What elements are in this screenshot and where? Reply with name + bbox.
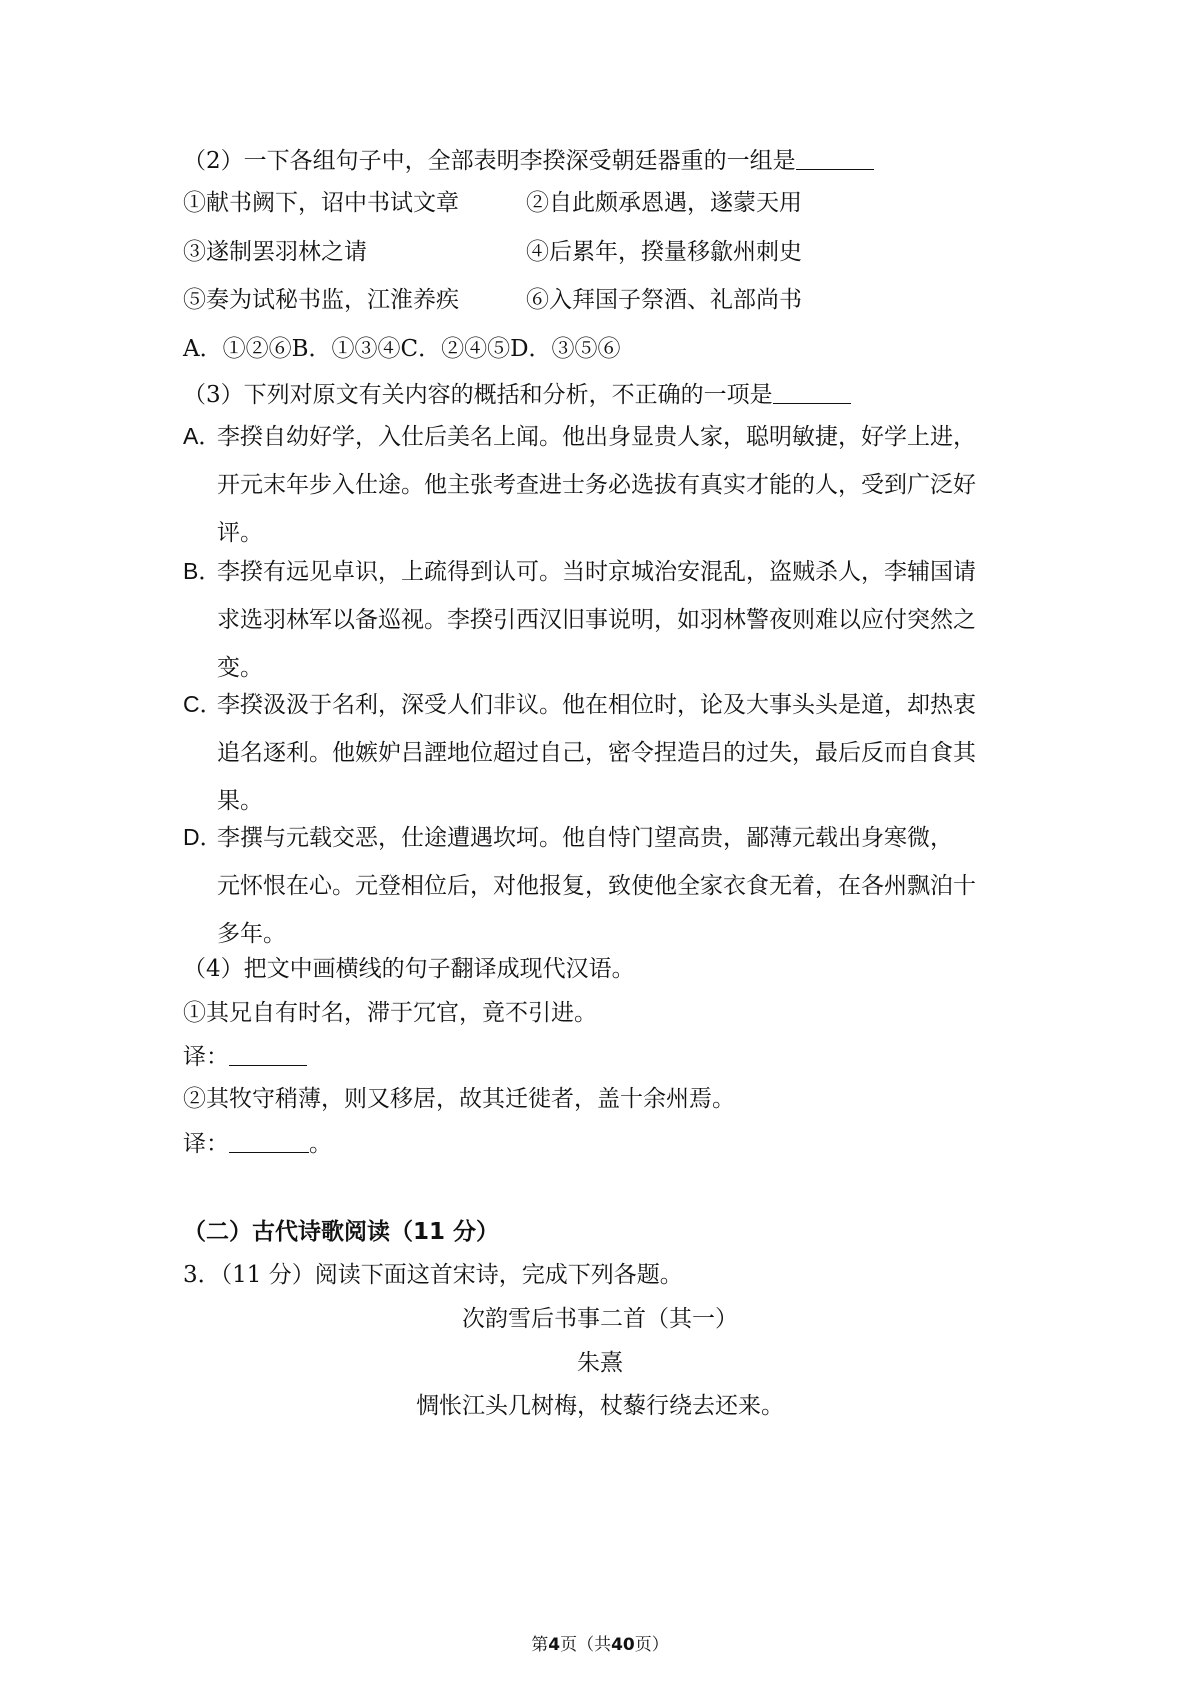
- question-2-prompt: [183, 145, 874, 176]
- question-2-item: ②自此颇承恩遇，遂蒙天用: [526, 190, 802, 216]
- option-text-line: 李撰与元载交恶，仕途遭遇坎坷。他自恃门望高贵，鄙薄元载出身寒微，: [217, 825, 953, 851]
- poem-author: 朱熹: [577, 1350, 623, 1376]
- footer-text: 页）: [634, 1635, 669, 1655]
- question-4-translation-2: [183, 1128, 332, 1159]
- option-letter: B．: [183, 558, 222, 584]
- option-text-line: 元怀恨在心。元登相位后，对他报复，致使他全家衣食无着，在各州飘泊十: [217, 873, 976, 899]
- poem-line: 惆怅江头几树梅，杖藜行绕去还来。: [416, 1393, 784, 1419]
- question-4-translation-1: [183, 1041, 307, 1072]
- page-number: 4: [548, 1635, 561, 1655]
- question-4-prompt: （4）把文中画横线的句子翻译成现代汉语。: [183, 956, 635, 982]
- footer-text: 页（共: [560, 1635, 612, 1655]
- page-footer: [0, 1634, 1200, 1656]
- question-3-intro: 3．（11 分）阅读下面这首宋诗，完成下列各题。: [183, 1262, 683, 1288]
- question-3-option-b: [183, 547, 1038, 692]
- option-letter: D．: [183, 824, 223, 850]
- question-2-item: ⑤奏为试秘书监，江淮养疾: [183, 287, 459, 313]
- option-text-line: 李揆有远见卓识，上疏得到认可。当时京城治安混乱，盗贼杀人，李辅国请: [217, 559, 976, 585]
- option-text-line: 变。: [217, 655, 263, 681]
- question-2-item-row-2: [183, 237, 802, 267]
- question-3-option-c: [183, 680, 1038, 825]
- question-4-sentence-1: ①其兄自有时名，滞于冗官，竟不引进。: [183, 1000, 597, 1026]
- total-pages: 40: [611, 1635, 635, 1655]
- answer-blank: [229, 1128, 309, 1153]
- question-2-item: ①献书阙下，诏中书试文章: [183, 190, 459, 216]
- question-2-prompt-text: （2）一下各组句子中，全部表明李揆深受朝廷器重的一组是: [183, 148, 796, 174]
- question-2-item-row-1: [183, 188, 802, 218]
- question-2-item: ④后累年，揆量移歙州刺史: [526, 239, 802, 265]
- question-2-item: ③遂制罢羽林之请: [183, 239, 367, 265]
- option-letter: C．: [183, 691, 223, 717]
- option-text-line: 多年。: [217, 921, 286, 947]
- poem-title: 次韵雪后书事二首（其一）: [462, 1306, 738, 1332]
- question-3-option-d: [183, 813, 1038, 958]
- option-text-line: 开元末年步入仕途。他主张考查进士务必选拔有真实才能的人，受到广泛好: [217, 472, 976, 498]
- question-3-option-a: [183, 412, 1038, 557]
- option-text-line: 果。: [217, 788, 263, 814]
- option-text-line: 评。: [217, 520, 263, 546]
- answer-blank: [773, 379, 851, 404]
- option-text-line: 追名逐利。他嫉妒吕諲地位超过自己，密令捏造吕的过失，最后反而自食其: [217, 740, 976, 766]
- option-text-line: 求选羽林军以备巡视。李揆引西汉旧事说明，如羽林警夜则难以应付突然之: [217, 607, 976, 633]
- translate-label: 译：: [183, 1131, 229, 1157]
- translate-label: 译：: [183, 1044, 229, 1070]
- option-text-line: 李揆自幼好学，入仕后美名上闻。他出身显贵人家，聪明敏捷，好学上进，: [217, 424, 976, 450]
- option-letter: A．: [183, 423, 222, 449]
- question-2-item-row-3: [183, 285, 802, 315]
- question-2-item: ⑥入拜国子祭酒、礼部尚书: [526, 287, 802, 313]
- question-3-prompt: [183, 379, 851, 410]
- answer-blank: [796, 145, 874, 170]
- end-period: 。: [309, 1131, 332, 1157]
- section-heading: （二）古代诗歌阅读（11 分）: [183, 1219, 500, 1245]
- question-3-prompt-text: （3）下列对原文有关内容的概括和分析，不正确的一项是: [183, 382, 773, 408]
- question-2-choices: A．①②⑥B．①③④C．②④⑤D．③⑤⑥: [183, 336, 621, 362]
- option-text-line: 李揆汲汲于名利，深受人们非议。他在相位时，论及大事头头是道，却热衷: [217, 692, 976, 718]
- footer-text: 第: [531, 1635, 549, 1655]
- question-4-sentence-2: ②其牧守稍薄，则又移居，故其迁徙者，盖十余州焉。: [183, 1086, 735, 1112]
- answer-blank: [229, 1041, 307, 1066]
